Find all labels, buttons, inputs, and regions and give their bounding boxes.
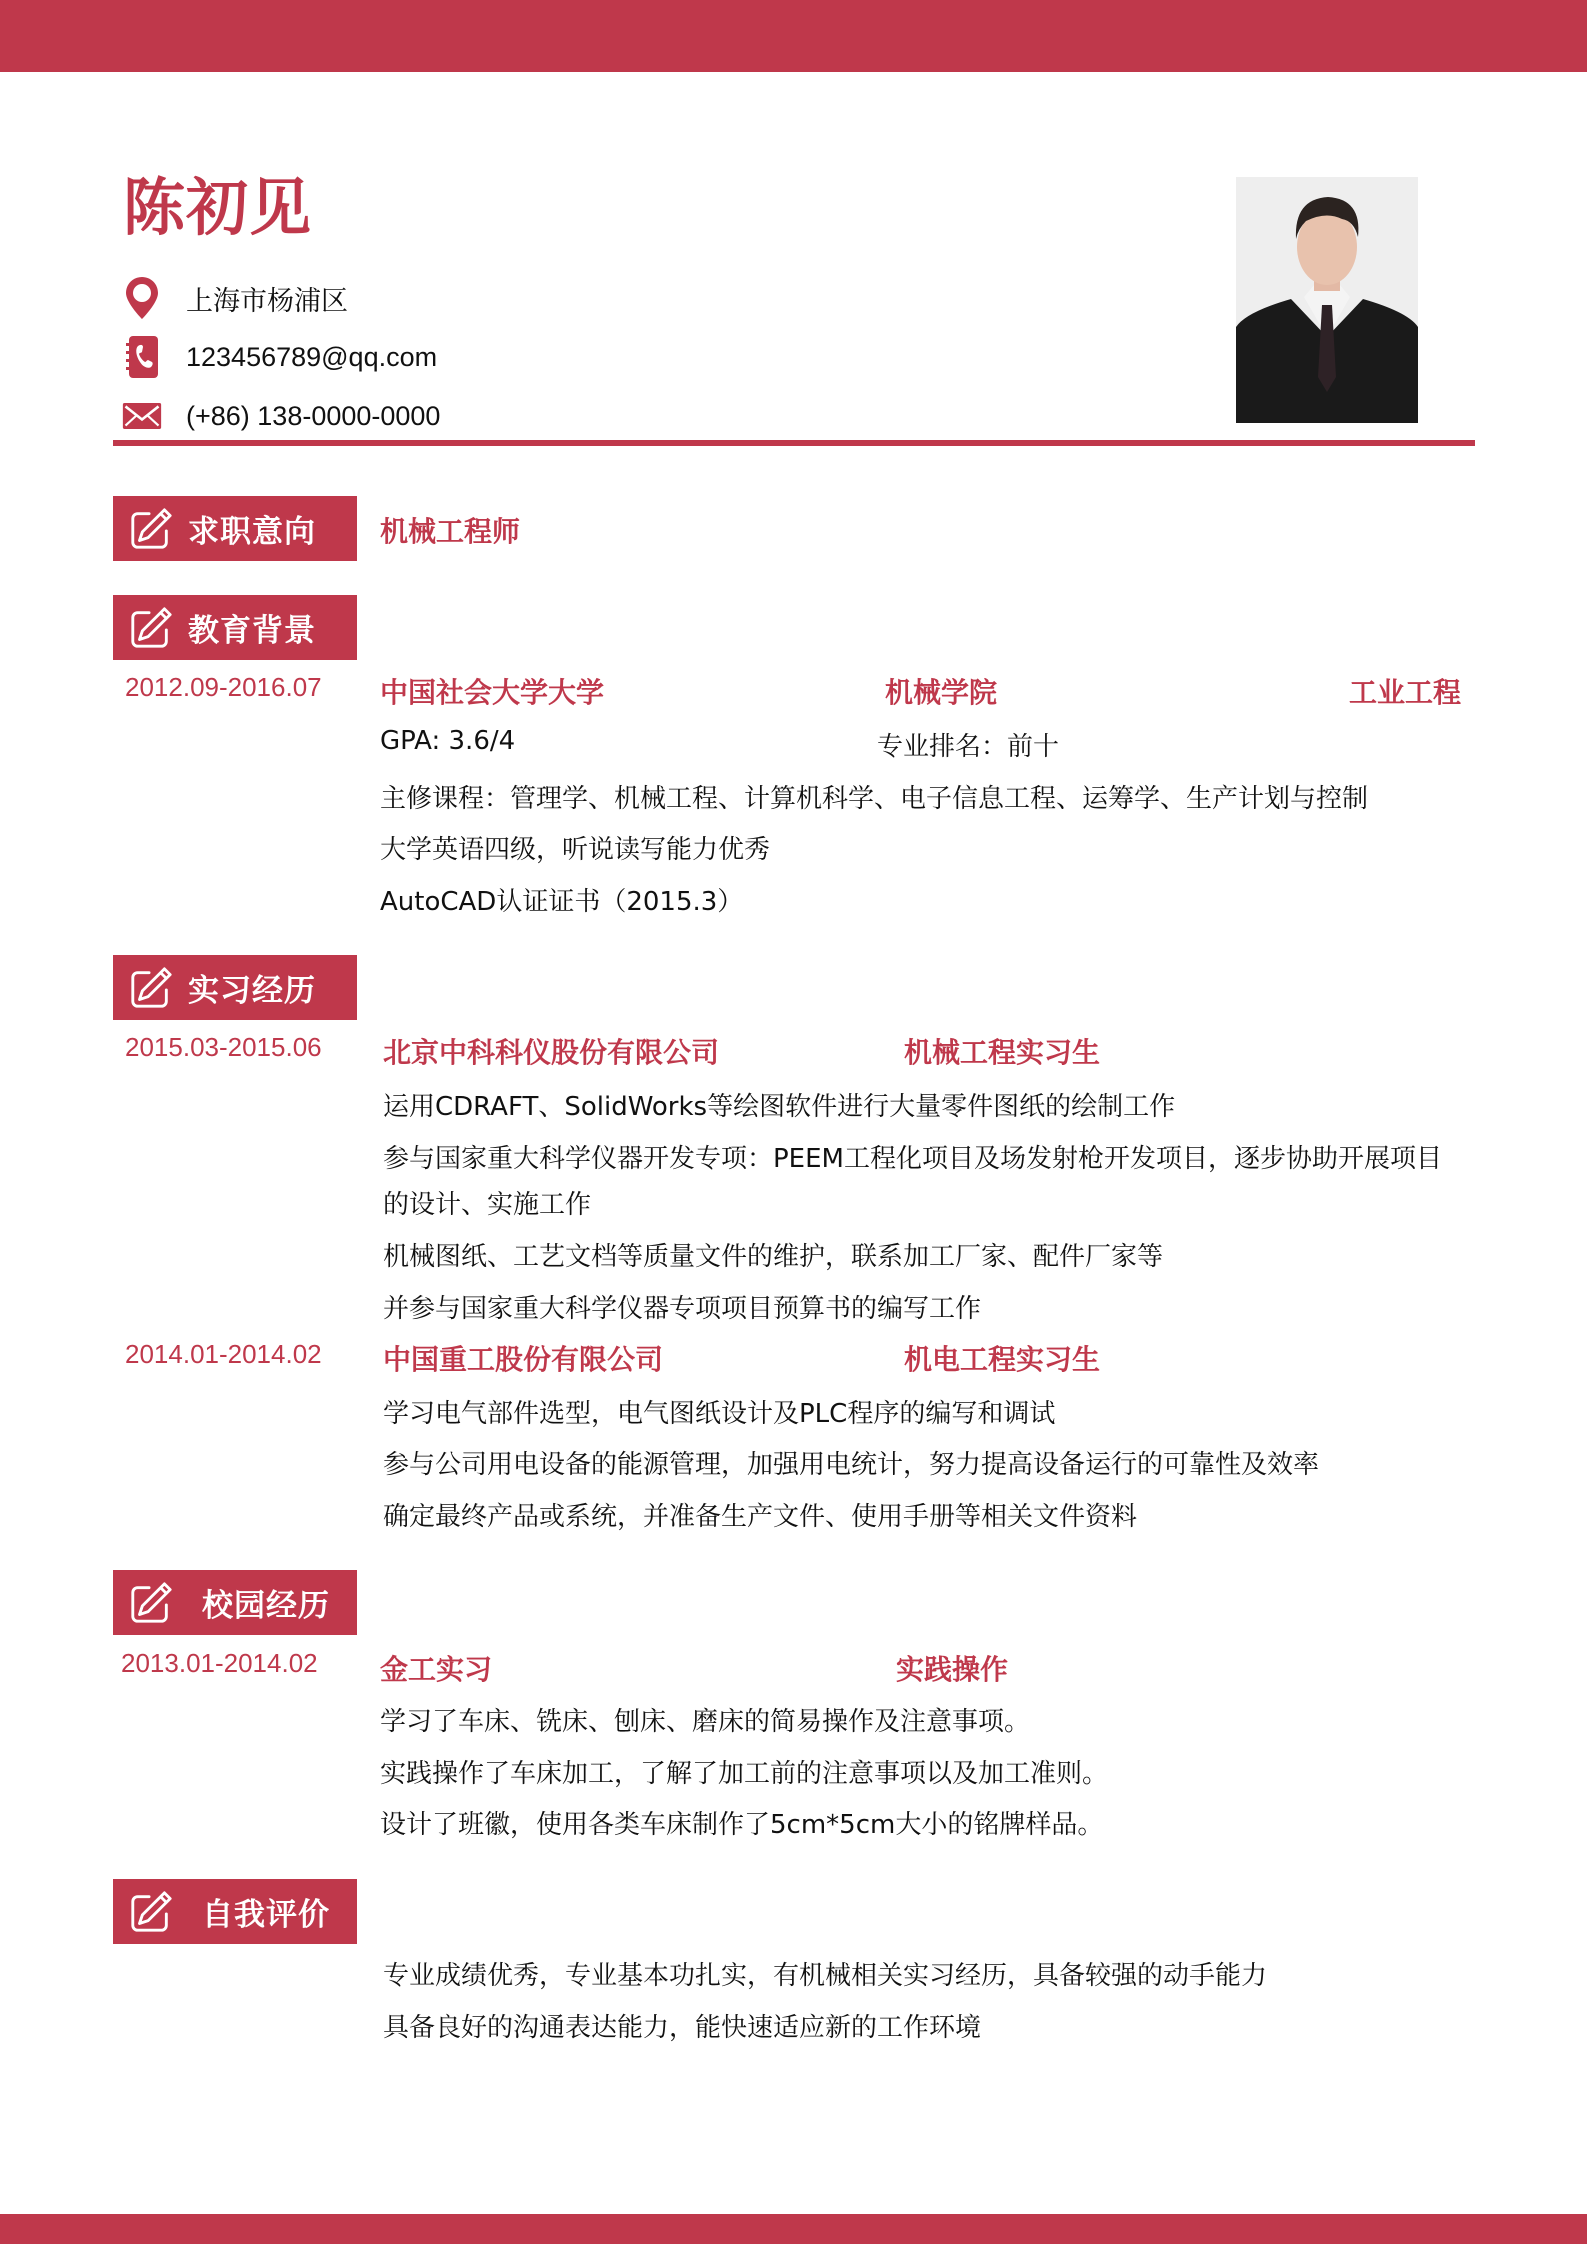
section-title: 实习经历 [188, 973, 316, 1009]
envelope-icon [122, 394, 162, 438]
campus-date: 2013.01-2014.02 [121, 1648, 318, 1678]
gpa-text: GPA: 3.6/4 [380, 726, 516, 756]
contact-phone [122, 394, 440, 438]
edit-pen-icon [128, 1580, 174, 1626]
internship-line: 确定最终产品或系统，并准备生产文件、使用手册等相关文件资料 [383, 1502, 1138, 1532]
education-line: AutoCAD认证证书（2015.3） [380, 887, 744, 917]
bottom-banner [0, 2214, 1587, 2244]
campus-activity: 金工实习 [380, 1653, 493, 1686]
internship-date: 2014.01-2014.02 [125, 1339, 322, 1369]
edit-pen-icon [128, 506, 174, 552]
section-title: 校园经历 [202, 1588, 330, 1624]
internship-line: 参与国家重大科学仪器开发专项：PEEM工程化项目及场发射枪开发项目，逐步协助开展项目 [383, 1144, 1442, 1174]
internship-line: 机械图纸、工艺文档等质量文件的维护，联系加工厂家、配件厂家等 [383, 1242, 1164, 1272]
role-name: 机电工程实习生 [904, 1343, 1101, 1376]
email-text[interactable]: 123456789@qq.com [186, 341, 438, 372]
internship-line: 的设计、实施工作 [383, 1190, 592, 1220]
section-header-objective [113, 496, 357, 561]
internship-line: 学习电气部件选型，电气图纸设计及PLC程序的编写和调试 [383, 1399, 1056, 1429]
phone-text: (+86) 138-0000-0000 [186, 400, 441, 431]
candidate-name: 陈初见 [123, 171, 313, 244]
education-line: 大学英语四级，听说读写能力优秀 [380, 835, 771, 865]
contact-address [122, 276, 348, 320]
phone-book-icon [122, 335, 162, 379]
section-header-internship [113, 955, 357, 1020]
self-eval-line: 专业成绩优秀，专业基本功扎实，有机械相关实习经历，具备较强的动手能力 [383, 1961, 1268, 1991]
campus-line: 学习了车床、铣床、刨床、磨床的简易操作及注意事项。 [380, 1707, 1031, 1737]
profile-photo [1236, 177, 1418, 423]
job-target: 机械工程师 [380, 515, 521, 548]
education-line: 主修课程：管理学、机械工程、计算机科学、电子信息工程、运筹学、生产计划与控制 [380, 784, 1369, 814]
self-eval-line: 具备良好的沟通表达能力，能快速适应新的工作环境 [383, 2013, 982, 2043]
education-date: 2012.09-2016.07 [125, 672, 322, 702]
top-banner [0, 0, 1587, 72]
address-text: 上海市杨浦区 [186, 285, 348, 316]
company-name: 北京中科科仪股份有限公司 [383, 1036, 720, 1069]
section-title: 自我评价 [202, 1897, 330, 1933]
role-name: 机械工程实习生 [904, 1036, 1101, 1069]
major-name: 工业工程 [1349, 676, 1462, 709]
campus-role: 实践操作 [896, 1653, 1009, 1686]
internship-line: 并参与国家重大科学仪器专项项目预算书的编写工作 [383, 1294, 982, 1324]
section-header-campus [113, 1570, 357, 1635]
internship-line: 参与公司用电设备的能源管理，加强用电统计，努力提高设备运行的可靠性及效率 [383, 1450, 1320, 1480]
campus-line: 实践操作了车床加工，了解了加工前的注意事项以及加工准则。 [380, 1759, 1109, 1789]
edit-pen-icon [128, 605, 174, 651]
header-divider [113, 440, 1475, 446]
college-name: 机械学院 [885, 676, 998, 709]
section-title: 求职意向 [188, 514, 316, 550]
location-pin-icon [122, 276, 162, 320]
contact-email [122, 335, 437, 379]
edit-pen-icon [128, 965, 174, 1011]
campus-line: 设计了班徽，使用各类车床制作了5cm*5cm大小的铭牌样品。 [380, 1810, 1104, 1840]
section-header-self-evaluation [113, 1879, 357, 1944]
section-title: 教育背景 [188, 613, 316, 649]
school-name: 中国社会大学大学 [380, 676, 605, 709]
internship-date: 2015.03-2015.06 [125, 1032, 322, 1062]
edit-pen-icon [128, 1889, 174, 1935]
section-header-education [113, 595, 357, 660]
internship-line: 运用CDRAFT、SolidWorks等绘图软件进行大量零件图纸的绘制工作 [383, 1092, 1176, 1122]
rank-text: 专业排名：前十 [877, 732, 1060, 762]
company-name: 中国重工股份有限公司 [383, 1343, 664, 1376]
